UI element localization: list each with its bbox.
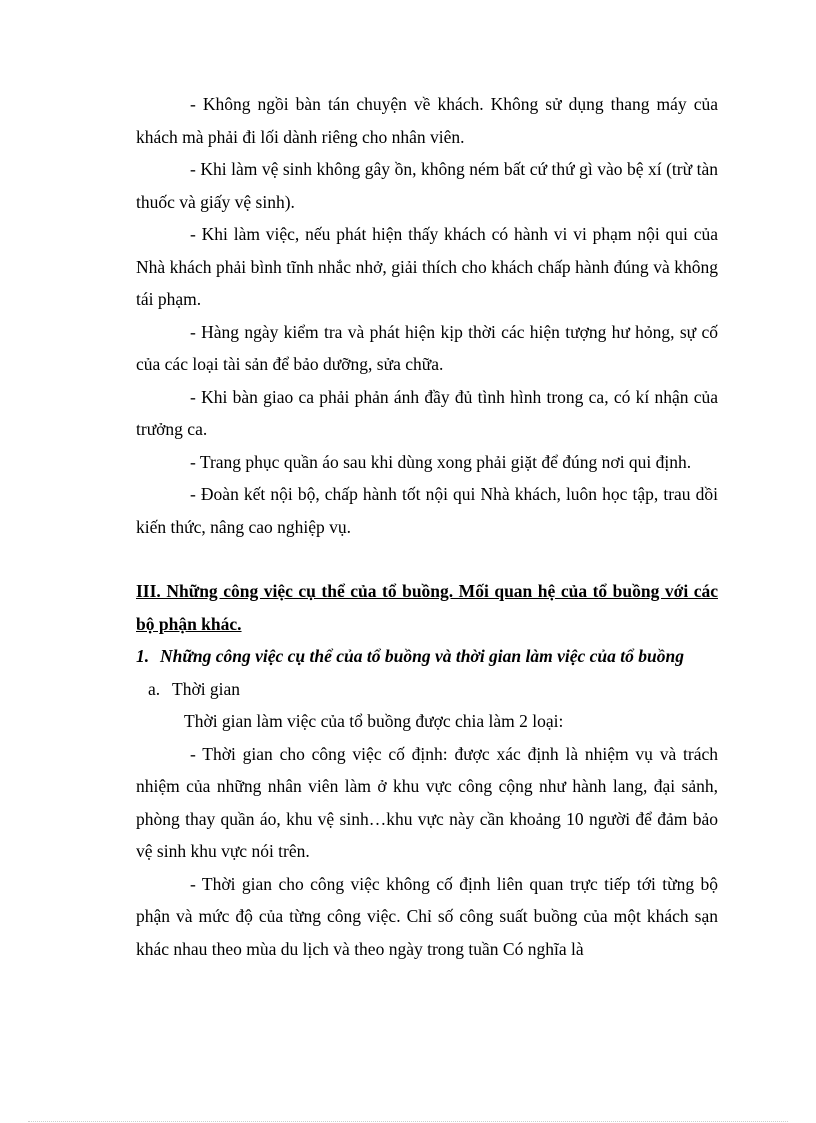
section-spacer xyxy=(136,543,718,575)
item-a-label: a. xyxy=(148,678,161,699)
item-a-title: Thời gian xyxy=(172,678,241,699)
subsection-number: 1. xyxy=(136,646,150,666)
subsection-title: Những công việc cụ thể của tổ buồng và thời gian làm việc của tổ buồng xyxy=(160,646,684,666)
paragraph-quiet-cleaning: - Khi làm vệ sinh không gây ồn, không ném bất cứ thứ gì vào bệ xí (trừ tàn thuốc và giấy vệ sinh). xyxy=(136,159,718,212)
paragraph-no-gossip: - Không ngồi bàn tán chuyện về khách. Không sử dụng thang máy của khách mà phải đi lối dành riêng cho nhân viên. xyxy=(136,94,718,147)
document-body xyxy=(136,88,718,965)
paragraph-solidarity: - Đoàn kết nội bộ, chấp hành tốt nội qui Nhà khách, luôn học tập, trau dồi kiến thức, nâng cao nghiệp vụ. xyxy=(136,484,718,537)
intro-paragraph: Thời gian làm việc của tổ buồng được chia làm 2 loại: xyxy=(184,711,564,731)
paragraph-shift-handover: - Khi bàn giao ca phải phản ánh đầy đủ tình hình trong ca, có kí nhận của trưởng ca. xyxy=(136,386,718,439)
item-a-heading xyxy=(136,673,718,706)
paragraph-fixed-work-time: - Thời gian cho công việc cố định: được xác định là nhiệm vụ và trách nhiệm của những nhân viên làm ở khu vực công cộng như hành lang, đại sảnh, phòng thay quần áo, khu vệ sinh…khu vực này cần khoảng 10 người để đảm bảo vệ sinh khu vực nói trên. xyxy=(136,743,718,861)
paragraph-uniform: - Trang phục quần áo sau khi dùng xong phải giặt để đúng nơi qui định. xyxy=(190,451,692,472)
section-heading: III. Những công việc cụ thể của tổ buồng. Mối quan hệ của tổ buồng với các bộ phận khác. xyxy=(136,581,718,634)
paragraph-variable-work-time: - Thời gian cho công việc không cố định liên quan trực tiếp tới từng bộ phận và mức độ của từng công việc. Chỉ số công suất buồng của một khách sạn khác nhau theo mùa du lịch và theo ngày trong tuần Có nghĩa là xyxy=(136,873,718,959)
paragraph-daily-inspection: - Hàng ngày kiểm tra và phát hiện kịp thời các hiện tượng hư hỏng, sự cố của các loại tài sản để bảo dưỡng, sửa chữa. xyxy=(136,321,718,374)
subsection-heading xyxy=(136,640,718,673)
paragraph-guest-violations: - Khi làm việc, nếu phát hiện thấy khách có hành vi vi phạm nội qui của Nhà khách phải bình tĩnh nhắc nhở, giải thích cho khách chấp hành đúng và không tái phạm. xyxy=(136,224,718,309)
page-bottom-rule xyxy=(28,1121,788,1122)
